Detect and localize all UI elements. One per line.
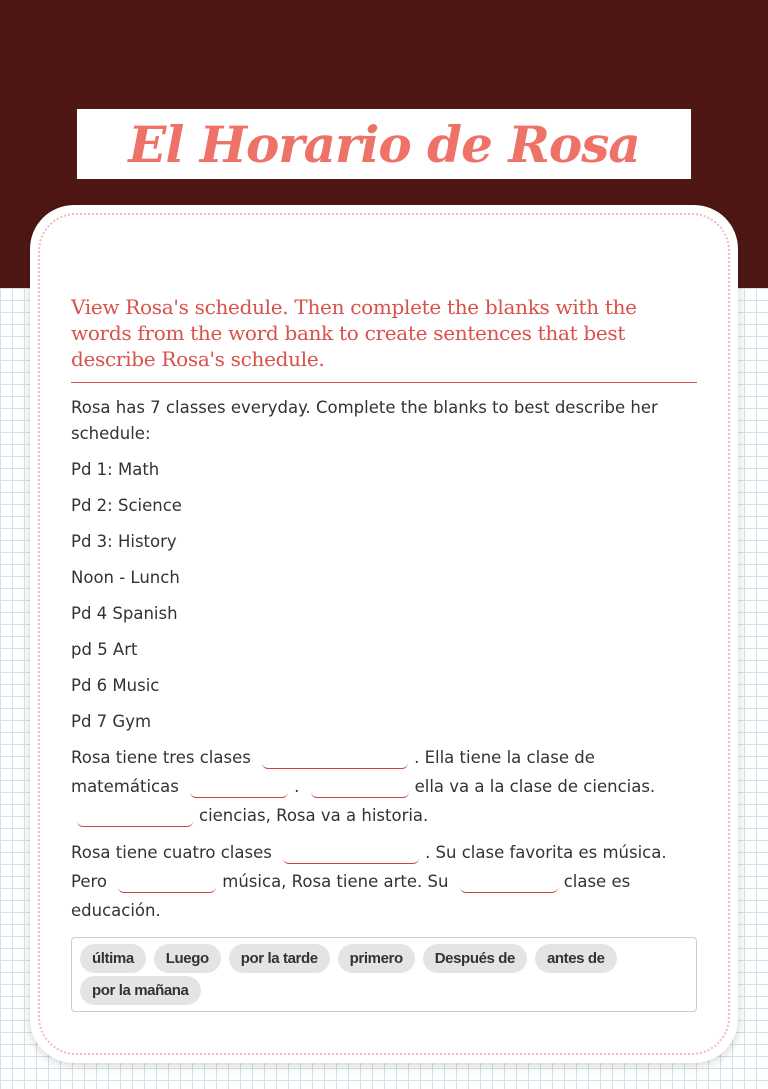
word-chip[interactable]: por la mañana: [80, 976, 201, 1005]
instruction-text: View Rosa's schedule. Then complete the blanks with the words from the word bank to create sentences that best describe Rosa's schedule.: [71, 294, 697, 383]
word-chip[interactable]: primero: [338, 944, 415, 973]
word-chip[interactable]: Después de: [423, 944, 527, 973]
blank-drop-zone[interactable]: [283, 843, 419, 864]
blank-drop-zone[interactable]: [118, 872, 216, 893]
word-bank: [71, 937, 697, 1012]
word-chip[interactable]: por la tarde: [229, 944, 330, 973]
sentence-text: ella va a la clase de ciencias.: [414, 777, 656, 796]
schedule-item: Pd 4 Spanish: [71, 604, 178, 623]
title-box: [77, 109, 691, 179]
fill-paragraph-2: [71, 838, 697, 925]
blank-drop-zone[interactable]: [77, 806, 193, 827]
blank-drop-zone[interactable]: [190, 777, 288, 798]
sentence-text: clase es educación.: [71, 872, 631, 920]
schedule-item: Pd 6 Music: [71, 676, 160, 695]
sentence-text: música, Rosa tiene arte. Su: [222, 872, 449, 891]
sentence-text: Rosa tiene cuatro clases: [71, 843, 272, 862]
fill-paragraph-1: [71, 743, 697, 830]
blank-drop-zone[interactable]: [460, 872, 558, 893]
blank-drop-zone[interactable]: [262, 748, 408, 769]
word-chip[interactable]: antes de: [535, 944, 617, 973]
word-chip[interactable]: Luego: [154, 944, 221, 973]
sentence-text: Rosa tiene tres clases: [71, 748, 251, 767]
blank-drop-zone[interactable]: [311, 777, 409, 798]
word-chip[interactable]: última: [80, 944, 146, 973]
sentence-text: . Su clase favorita es música. Pero: [71, 843, 667, 891]
page-title: El Horario de Rosa: [128, 114, 640, 174]
sentence-text: ciencias, Rosa va a historia.: [199, 806, 429, 825]
schedule-item: Pd 2: Science: [71, 496, 182, 515]
intro-text: Rosa has 7 classes everyday. Complete the blanks to best describe her schedule:: [71, 398, 658, 443]
schedule-item: Pd 7 Gym: [71, 712, 152, 731]
schedule-item: Pd 3: History: [71, 532, 177, 551]
worksheet-content: [71, 294, 697, 1012]
schedule-item: pd 5 Art: [71, 640, 138, 659]
schedule-item: Noon - Lunch: [71, 568, 180, 587]
sentence-text: . Ella tiene la clase de matemáticas: [71, 748, 595, 796]
sentence-text: .: [294, 777, 300, 796]
schedule-item: Pd 1: Math: [71, 460, 160, 479]
